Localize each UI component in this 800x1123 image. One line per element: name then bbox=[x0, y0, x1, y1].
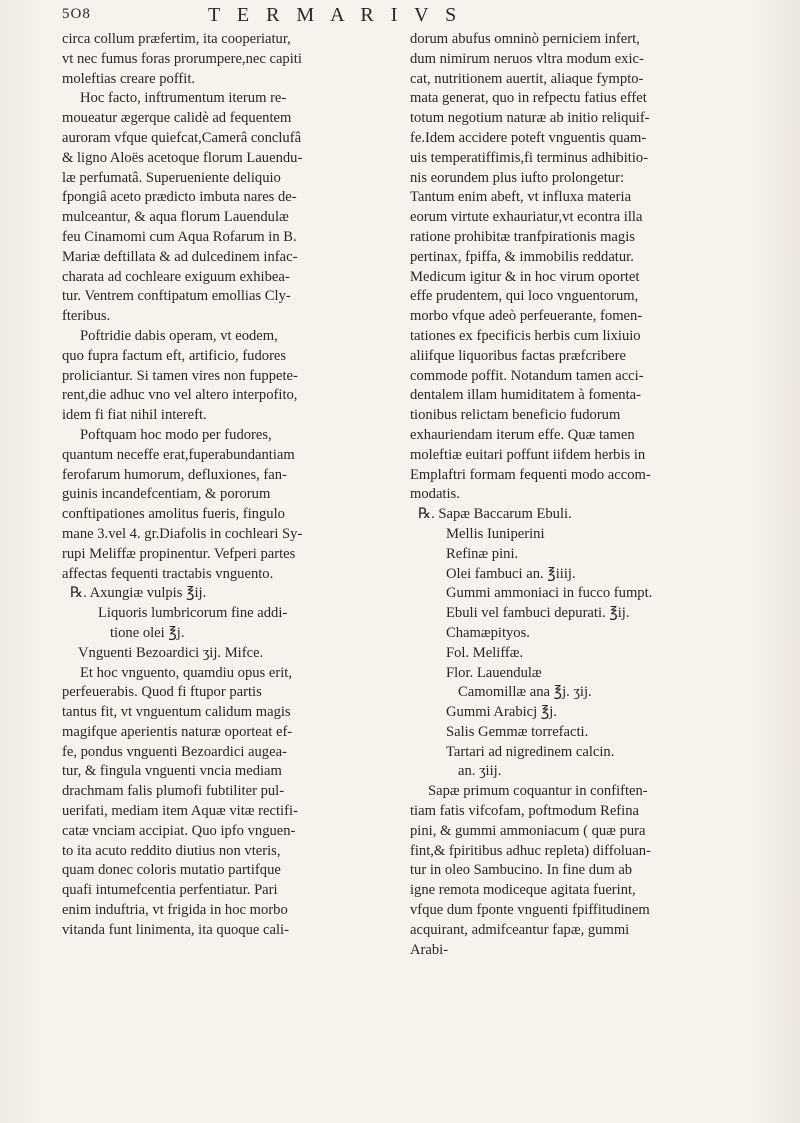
right-column-line: Gummi ammoniaci in fucco fumpt. bbox=[446, 585, 653, 602]
right-column-line: igne remota modiceque agitata fuerint, bbox=[410, 882, 636, 899]
left-column-line: Mariæ deftillata & ad dulcedinem infac- bbox=[62, 248, 298, 265]
left-column-line: mane 3.vel 4. gr.Diafolis in cochleari Sy- bbox=[62, 525, 303, 542]
right-column-line: commode poffit. Notandum tamen acci- bbox=[410, 367, 644, 384]
right-column-line: fint,& fpiritibus adhuc repleta) diffoluan- bbox=[410, 842, 651, 859]
right-column-line: Olei fambuci an. ℥iiij. bbox=[446, 565, 576, 582]
left-column-line: Hoc facto, inftrumentum iterum re- bbox=[80, 90, 287, 107]
left-column-line: feu Cinamomi cum Aqua Rofarum in B. bbox=[62, 228, 297, 245]
left-column-line: affectas fequenti tractabis vnguento. bbox=[62, 565, 274, 582]
right-column-line: Tantum enim abeft, vt influxa materia bbox=[410, 189, 632, 206]
right-column-line: pini, & gummi ammoniacum ( quæ pura bbox=[410, 822, 646, 839]
right-column-line: effe prudentem, qui loco vnguentorum, bbox=[410, 288, 639, 305]
left-column-line: guinis incandefcentiam, & pororum bbox=[62, 486, 271, 503]
right-column-line: modatis. bbox=[410, 486, 460, 503]
right-column-line: moleftiæ euitari poffunt iifdem herbis in bbox=[410, 446, 646, 463]
left-column-line: uerifati, mediam item Aquæ vitæ rectifi- bbox=[62, 803, 298, 820]
left-column-line: ℞. Axungiæ vulpis ℥ij. bbox=[70, 585, 207, 602]
left-column-line: fteribus. bbox=[62, 308, 111, 325]
left-column-line: Et hoc vnguento, quamdiu opus erit, bbox=[80, 664, 292, 681]
right-column-line: mata generat, quo in refpectu fatius effet bbox=[410, 90, 647, 107]
left-column-line: Poftridie dabis operam, vt eodem, bbox=[80, 327, 278, 344]
left-column-line: & ligno Aloës acetoque florum Lauendu- bbox=[62, 149, 303, 166]
right-column-line: nis eorundem plus iufto prolongetur: bbox=[410, 169, 625, 186]
right-column-line: ℞. Sapæ Baccarum Ebuli. bbox=[418, 506, 572, 523]
page-header bbox=[62, 4, 762, 30]
right-column-line: fe.Idem accidere poteft vnguentis quam- bbox=[410, 129, 647, 146]
left-column-line: Poftquam hoc modo per fudores, bbox=[80, 426, 272, 443]
left-column-line: conftipationes amolitus fueris, fingulo bbox=[62, 506, 285, 523]
left-column-line: quo fupra factum eft, artificio, fudores bbox=[62, 347, 287, 364]
right-column-line: tationes ex fpecificis herbis cum lixiuio bbox=[410, 327, 641, 344]
left-column-line: mulceantur, & aqua florum Lauendulæ bbox=[62, 209, 289, 226]
right-column-line: tiam fatis vifcofam, poftmodum Refina bbox=[410, 803, 639, 820]
left-column-line: tantus fit, vt vnguentum calidum magis bbox=[62, 704, 291, 721]
right-column-line: pertinax, fpiffa, & immobilis reddatur. bbox=[410, 248, 634, 265]
left-column-line: fe, pondus vnguenti Bezoardici augea- bbox=[62, 743, 287, 760]
page-number: 5O8 bbox=[62, 6, 91, 22]
left-column-line: quafi intumefcentia perfentiatur. Pari bbox=[62, 882, 278, 899]
right-column-line: Tartari ad nigredinem calcin. bbox=[446, 743, 615, 760]
left-column-line: enim induftria, vt frigida in hoc morbo bbox=[62, 902, 288, 919]
left-column-line: auroram vfque quiefcat,Camerâ conclufâ bbox=[62, 129, 302, 146]
right-column-line: Refinæ pini. bbox=[446, 545, 519, 562]
left-column-line: to ita acuto reddito diutius non vteris, bbox=[62, 842, 281, 859]
running-title: T E R M A R I V S bbox=[208, 4, 463, 26]
right-column-line: tionibus relictam beneficio fudorum bbox=[410, 407, 621, 424]
right-column-line: dorum abufus omninò perniciem infert, bbox=[410, 31, 640, 47]
right-column-line: Arabi- bbox=[410, 941, 449, 958]
left-column-line: ferofarum humorum, defluxiones, fan- bbox=[62, 466, 287, 483]
left-column-line: fpongiâ aceto prædicto imbuta nares de- bbox=[62, 189, 297, 206]
right-column-line: aliifque liquoribus factas præfcribere bbox=[410, 347, 626, 364]
right-column-line: tur in oleo Sambucino. In fine dum ab bbox=[410, 862, 633, 879]
right-column-line: Emplaftri formam fequenti modo accom- bbox=[410, 466, 651, 483]
right-column-line: Ebuli vel fambuci depurati. ℥ij. bbox=[446, 605, 630, 622]
right-column-line: Sapæ primum coquantur in confiften- bbox=[428, 783, 648, 800]
left-column-line: Vnguenti Bezoardici ʒij. Mifce. bbox=[78, 644, 264, 661]
right-column-line: dentalem illam humiditatem à fomenta- bbox=[410, 387, 641, 404]
left-column-line: rent,die adhuc vno vel altero interpofito, bbox=[62, 387, 298, 404]
left-column-line: tione olei ℥j. bbox=[110, 624, 185, 641]
right-column-line: acquirant, admifceantur fapæ, gummi bbox=[410, 921, 630, 938]
left-column-line: vitanda funt linimenta, ita quoque cali- bbox=[62, 921, 289, 938]
right-column-line: Chamæpityos. bbox=[446, 624, 530, 641]
right-column-line: cat, nutritionem auertit, aliaque fympto- bbox=[410, 70, 644, 87]
left-column-line: læ perfumatâ. Superueniente deliquio bbox=[62, 169, 281, 186]
right-column-line: Flor. Lauendulæ bbox=[446, 664, 542, 681]
right-column-line: Medicum igitur & in hoc virum oportet bbox=[410, 268, 640, 285]
right-column-line: exhauriendam iterum effe. Quæ tamen bbox=[410, 426, 635, 443]
right-column-line: Fol. Meliffæ. bbox=[446, 644, 524, 661]
right-column-line: totum negotium naturæ ab initio reliquif- bbox=[410, 110, 650, 127]
right-column-line: Salis Gemmæ torrefacti. bbox=[446, 723, 589, 740]
right-column bbox=[410, 30, 744, 960]
right-column-line: uis temperatiffimis,fi terminus adhibitio- bbox=[410, 149, 649, 166]
left-column-line: perfeuerabis. Quod fi ftupor partis bbox=[62, 684, 262, 701]
right-column-line: morbo vfque adeò perfeuerante, fomen- bbox=[410, 308, 643, 325]
left-column-line: drachmam falis plumofi fubtiliter pul- bbox=[62, 783, 285, 800]
left-column-line: magifque aperientis naturæ oporteat ef- bbox=[62, 723, 293, 740]
left-column-line: moueatur ægerque calidè ad fequentem bbox=[62, 110, 292, 127]
left-column-line: vt nec fumus foras prorumpere,nec capiti bbox=[62, 50, 302, 67]
right-column-line: vfque dum fponte vnguenti fpiffitudinem bbox=[410, 902, 650, 919]
right-column-line: an. ʒiij. bbox=[458, 763, 502, 780]
left-column-line: rupi Meliffæ propinentur. Vefperi partes bbox=[62, 545, 296, 562]
left-column-line: tur, & fingula vnguenti vncia mediam bbox=[62, 763, 282, 780]
left-column-line: tur. Ventrem conftipatum emollias Cly- bbox=[62, 288, 291, 305]
right-column-line: eorum virtute exhauriatur,vt econtra illa bbox=[410, 209, 643, 226]
right-column-line: Camomillæ ana ℥j. ʒij. bbox=[458, 684, 592, 701]
left-column-line: proliciantur. Si tamen vires non fuppete- bbox=[62, 367, 298, 384]
left-column-line: catæ vnciam accipiat. Quo ipfo vnguen- bbox=[62, 822, 296, 839]
right-column-line: Mellis Iuniperini bbox=[446, 525, 545, 542]
left-column-line: charata ad cochleare exiguum exhibea- bbox=[62, 268, 290, 285]
left-column-line: moleftias creare poffit. bbox=[62, 70, 196, 87]
left-column-line: Liquoris lumbricorum fine addi- bbox=[98, 605, 288, 622]
right-column-line: Gummi Arabicj ℥j. bbox=[446, 704, 557, 721]
left-column bbox=[62, 30, 396, 941]
left-column-line: quantum neceffe erat,fuperabundantiam bbox=[62, 446, 295, 463]
left-column-line: idem fi fiat nihil intereft. bbox=[62, 407, 207, 424]
right-column-line: ratione prohibitæ tranfpirationis magis bbox=[410, 228, 635, 245]
right-column-line: dum nimirum neruos vltra modum exic- bbox=[410, 50, 644, 67]
left-column-line: circa collum præfertim, ita cooperiatur, bbox=[62, 31, 291, 47]
left-column-line: quam donec coloris mutatio partifque bbox=[62, 862, 281, 879]
